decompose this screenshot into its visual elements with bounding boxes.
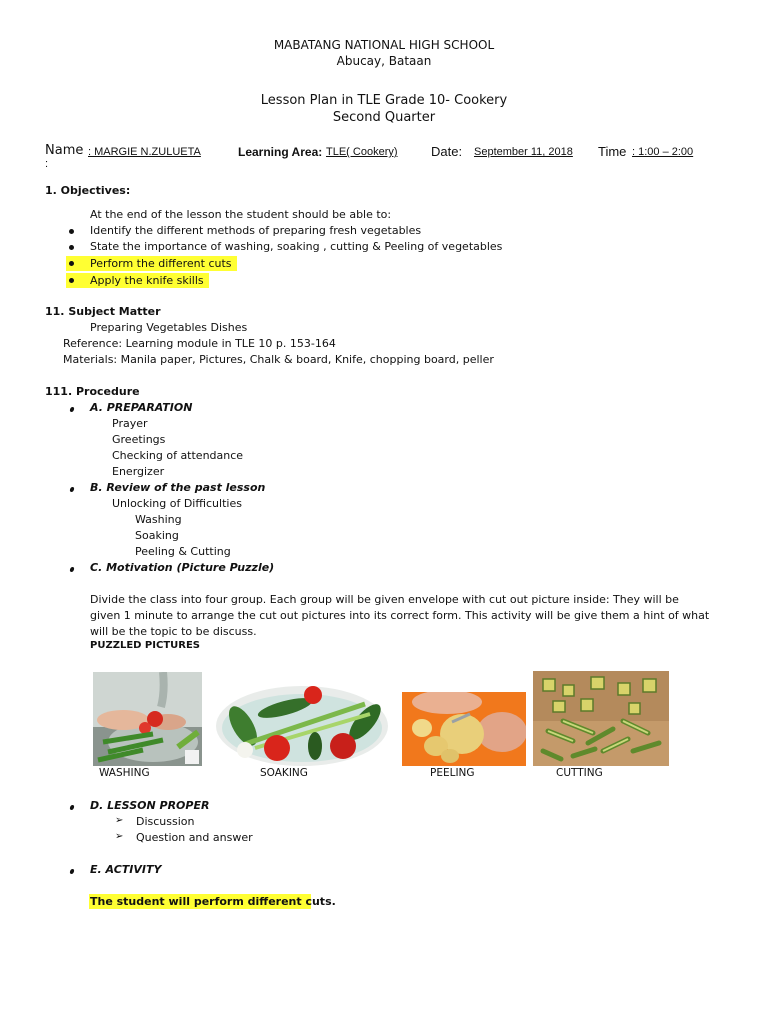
objective-item: Perform the different cuts: [90, 257, 232, 270]
objectives-heading: 1. Objectives:: [45, 184, 131, 197]
subject-materials: Materials: Manila paper, Pictures, Chalk & board, Knife, chopping board, peller: [63, 353, 494, 366]
stray-colon: :: [45, 158, 49, 170]
section-a-title: A. PREPARATION: [90, 401, 193, 414]
date-value: September 11, 2018: [474, 146, 573, 158]
review-item: Peeling & Cutting: [135, 545, 231, 558]
prep-item: Energizer: [112, 465, 165, 478]
soaking-photo: [215, 684, 390, 766]
prep-item: Prayer: [112, 417, 148, 430]
puzzled-pictures-caption: PUZZLED PICTURES: [90, 640, 200, 651]
review-subheading: Unlocking of Difficulties: [112, 497, 242, 510]
bullet-dot: [69, 805, 74, 810]
time-label: Time: [598, 144, 627, 159]
section-e-title: E. ACTIVITY: [90, 863, 162, 876]
motivation-paragraph-line: Divide the class into four group. Each group will be given envelope with cut out picture inside: They will be: [90, 593, 679, 606]
learning-area-value: TLE( Cookery): [326, 146, 398, 158]
name-label: Name: [45, 143, 84, 158]
school-name: MABATANG NATIONAL HIGH SCHOOL: [273, 38, 495, 52]
activity-text: The student will perform different cuts.: [90, 895, 336, 908]
objective-item: Apply the knife skills: [90, 274, 204, 287]
time-value: : 1:00 – 2:00: [632, 146, 694, 158]
picture-label: PEELING: [430, 767, 475, 779]
bullet-dot: [69, 869, 74, 874]
picture-label: SOAKING: [260, 767, 308, 779]
section-d-title: D. LESSON PROPER: [90, 799, 210, 812]
subject-reference: Reference: Learning module in TLE 10 p. 153-164: [63, 337, 336, 350]
section-b-title: B. Review of the past lesson: [90, 481, 266, 494]
prep-item: Checking of attendance: [112, 449, 244, 462]
school-location: Abucay, Bataan: [336, 54, 432, 68]
bullet-dot: [69, 487, 74, 492]
bullet-dot: [69, 229, 74, 234]
objectives-intro: At the end of the lesson the student should be able to:: [90, 208, 392, 221]
bullet-dot: [69, 407, 74, 412]
motivation-paragraph-line: given 1 minute to arrange the cut out pictures into its correct form. This activity will be give them a hint of what: [90, 609, 710, 622]
arrow-bullet-icon: ➢: [115, 831, 124, 842]
picture-label: WASHING: [99, 767, 150, 779]
picture-label: CUTTING: [556, 767, 603, 779]
arrow-bullet-icon: ➢: [115, 815, 124, 826]
bullet-dot: [69, 261, 74, 266]
review-item: Soaking: [135, 529, 179, 542]
peeling-photo: [402, 692, 526, 766]
objective-item: Identify the different methods of preparing fresh vegetables: [90, 224, 422, 237]
subject-topic: Preparing Vegetables Dishes: [90, 321, 248, 334]
quarter-label: Second Quarter: [332, 110, 436, 125]
washing-photo: [93, 672, 202, 766]
lesson-item: Question and answer: [136, 831, 253, 844]
bullet-dot: [69, 245, 74, 250]
review-item: Washing: [135, 513, 182, 526]
lesson-item: Discussion: [136, 815, 195, 828]
prep-item: Greetings: [112, 433, 166, 446]
lesson-plan-title: Lesson Plan in TLE Grade 10- Cookery: [260, 93, 508, 108]
subject-heading: 11. Subject Matter: [45, 305, 161, 318]
motivation-paragraph-line: will be the topic to be discuss.: [90, 625, 257, 638]
section-c-title: C. Motivation (Picture Puzzle): [90, 561, 275, 574]
cutting-photo: [533, 671, 669, 766]
date-label: Date:: [431, 144, 463, 159]
name-value: : MARGIE N.ZULUETA: [88, 146, 201, 158]
bullet-dot: [69, 278, 74, 283]
objective-item: State the importance of washing, soaking , cutting & Peeling of vegetables: [90, 240, 503, 253]
procedure-heading: 111. Procedure: [45, 385, 140, 398]
bullet-dot: [69, 567, 74, 572]
learning-area-label: Learning Area:: [238, 145, 323, 159]
